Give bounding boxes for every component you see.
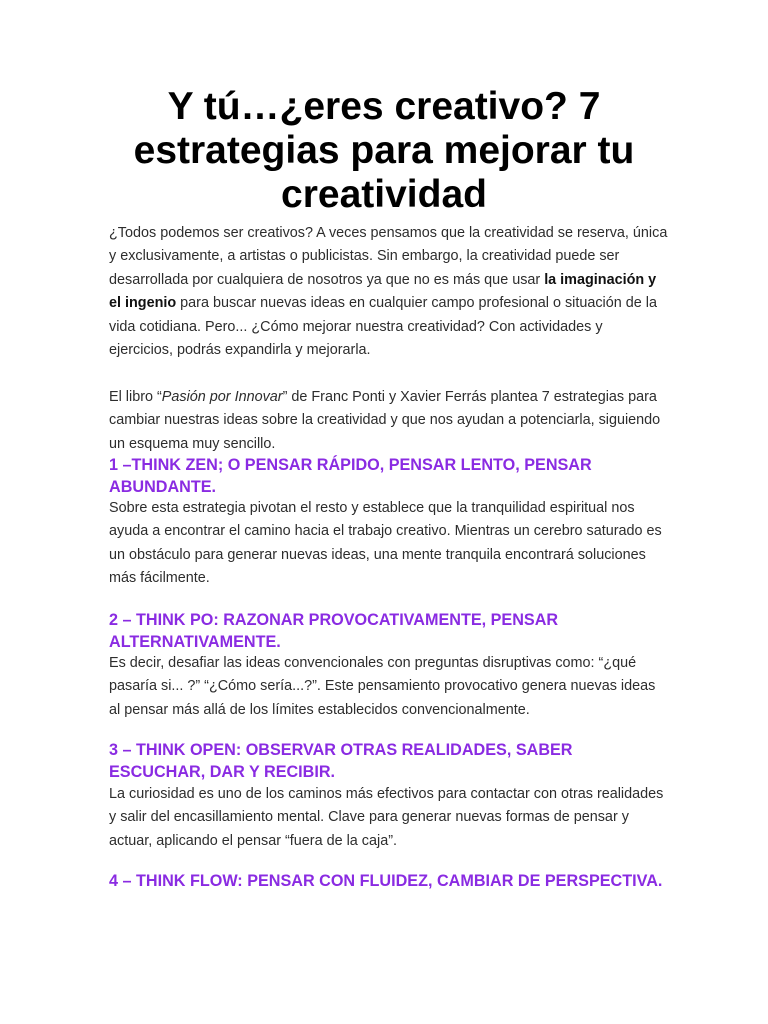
intro-text-before: ¿Todos podemos ser creativos? A veces pensamos que la creatividad se reserva, única y exclusivamente, a artistas o publicistas. Sin embargo, la creatividad puede ser desarrollada por cualquiera de nosotros ya que no es más que usar	[109, 225, 668, 288]
section-2-heading: 2 – THINK PO: RAZONAR PROVOCATIVAMENTE, PENSAR ALTERNATIVAMENTE.	[109, 611, 559, 651]
book-text-before: El libro “	[109, 389, 162, 405]
section-1-body: Sobre esta estrategia pivotan el resto y establece que la tranquilidad espiritual nos ayuda a encontrar el camino hacia el trabajo creativo. Mientras un cerebro saturado es un obstáculo para generar nuevas ideas, una mente tranquila encontrará soluciones más fácilmente.	[109, 500, 662, 587]
section-3-heading: 3 – THINK OPEN: OBSERVAR OTRAS REALIDADES, SABER ESCUCHAR, DAR Y RECIBIR.	[109, 741, 573, 781]
section-4-heading: 4 – THINK FLOW: PENSAR CON FLUIDEZ, CAMBIAR DE PERSPECTIVA.	[109, 872, 663, 890]
book-paragraph	[109, 386, 669, 456]
section-2-body: Es decir, desafiar las ideas convencionales con preguntas disruptivas como: “¿qué pasaría si... ?” “¿Cómo sería...?”. Este pensamiento provocativo genera nuevas ideas al pensar más allá de los límites establecidos convencionalmente.	[109, 655, 656, 718]
book-text-after: ” de Franc Ponti y Xavier Ferrás plantea 7 estrategias para cambiar nuestras ideas sobre la creatividad y que nos ayudan a potenciarla, siguiendo un esquema muy sencillo.	[109, 389, 661, 452]
article-title: Y tú…¿eres creativo? 7 estrategias para mejorar tu creatividad	[133, 85, 635, 216]
intro-text-after: para buscar nuevas ideas en cualquier campo profesional o situación de la vida cotidiana. Pero... ¿Cómo mejorar nuestra creatividad? Con actividades y ejercicios, podrás expandirla y mejorarla.	[109, 295, 657, 359]
book-title: Pasión por Innovar	[161, 389, 283, 405]
intro-paragraph	[109, 222, 669, 362]
section-3-body: La curiosidad es uno de los caminos más efectivos para contactar con otras realidades y salir del encasillamiento mental. Clave para generar nuevas formas de pensar y actuar, aplicando el pensar “fuera de la caja”.	[109, 786, 664, 849]
intro-bold-text: la imaginación y el ingenio	[109, 271, 657, 312]
section-1-heading: 1 –THINK ZEN; O PENSAR RÁPIDO, PENSAR LENTO, PENSAR ABUNDANTE.	[109, 456, 592, 496]
